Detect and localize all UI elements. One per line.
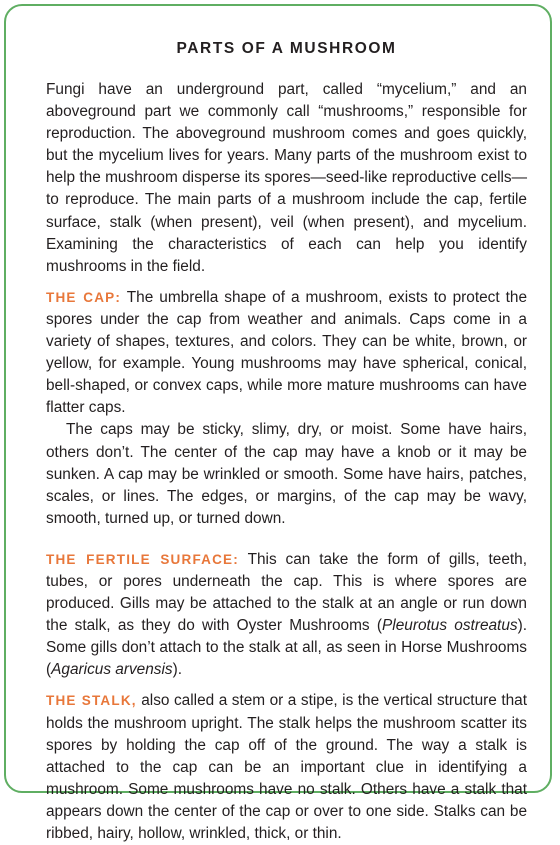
stalk-text: also called a stem or a stipe, is the vertical structure that holds the mushroom upright. The stalk helps the mushroom scatter its spores by holding the cap off of the ground. The way a stalk is attached to the cap can be an important clue in identifying a mushroom. Some mushrooms have no stalk. Others have a stalk that appears down the center of the cap or over to one side. Stalks can be ribbed, hairy, hollow, wrinkled, thick, or thin.	[46, 692, 527, 842]
stalk-term: THE STALK,	[46, 693, 137, 709]
cap-paragraph	[46, 287, 527, 420]
page-card	[4, 4, 552, 842]
page-title: PARTS OF A MUSHROOM	[176, 40, 397, 57]
fertile-surface-term: THE FERTILE SURFACE:	[46, 551, 239, 567]
cap-text: The umbrella shape of a mushroom, exists to protect the spores under the cap from weather and animals. Caps come in a variety of shapes, textures, and colors. They can be white, brown, or yellow, for example. Young mushrooms may have spherical, conical, bell-shaped, or convex caps, while more mature mushrooms can have flatter caps.	[46, 288, 528, 417]
cap-term: THE CAP:	[46, 289, 122, 305]
species-agaricus: Agaricus arvensis	[51, 661, 173, 679]
stalk-paragraph	[46, 690, 527, 845]
page-content	[46, 40, 527, 845]
fertile-surface-paragraph	[46, 549, 527, 682]
fertile-text-a: This can take the form of gills, teeth, tubes, or pores underneath the cap. This is where spores are produced. Gills may be attached to the stalk at an angle or run down the stalk, as they do with Oyster Mushrooms (	[46, 550, 527, 635]
fertile-text-c: ).	[172, 661, 183, 679]
fertile-text-b: ). Some gills don’t attach to the stalk at all, as seen in Horse Mushrooms (	[46, 617, 527, 679]
intro-paragraph: Fungi have an underground part, called “mycelium,” and an aboveground part we commonly call “mushrooms,” responsible for reproduction. The aboveground mushroom comes and goes quickly, but the mycelium lives for years. Many parts of the mushroom exist to help the mushroom disperse its spores—seed-like reproductive cells—to reproduce. The main parts of a mushroom include the cap, fertile surface, stalk (when present), veil (when present), and mycelium. Examining the characteristics of each can help you identify mushrooms in the field.	[46, 81, 527, 275]
species-pleurotus: Pleurotus ostreatus	[382, 617, 518, 635]
cap-paragraph-2: The caps may be sticky, slimy, dry, or moist. Some have hairs, others don’t. The center of the cap may have a knob or it may be sunken. A cap may be wrinkled or smooth. Some have hairs, patches, scales, or lines. The edges, or margins, of the cap may be wavy, smooth, turned up, or turned down.	[46, 421, 527, 527]
